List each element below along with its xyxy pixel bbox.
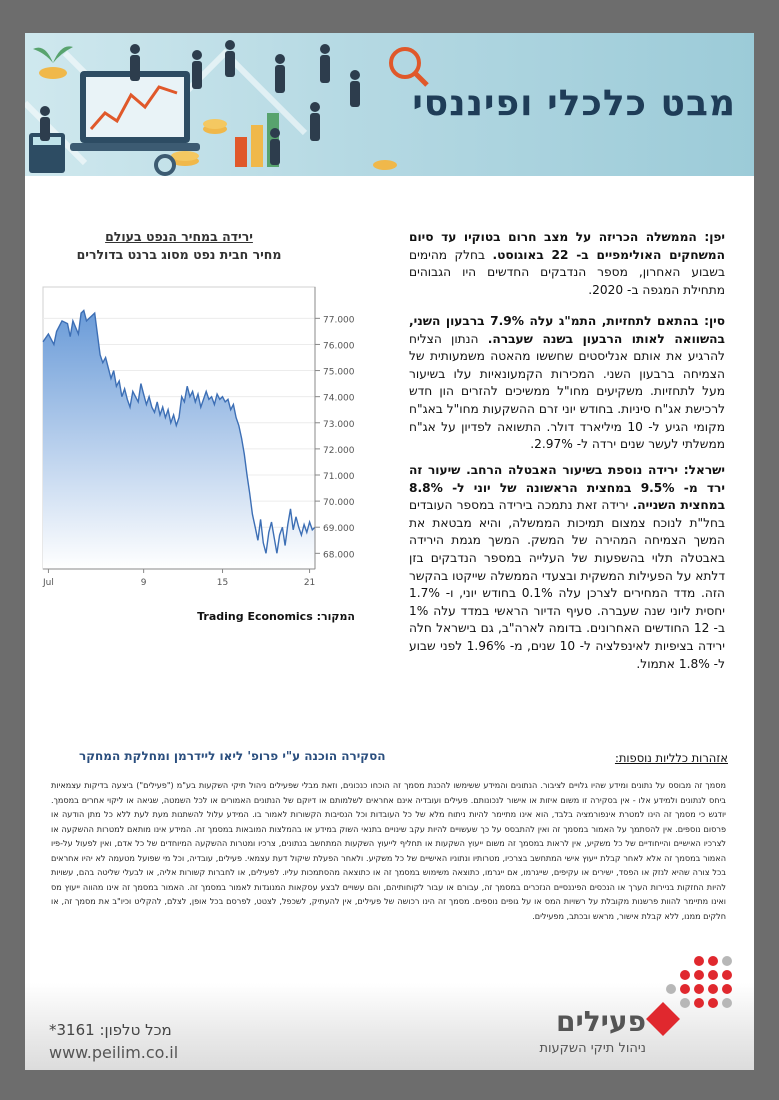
page-title: מבט כלכלי ופיננסי bbox=[412, 83, 736, 124]
x-tick-label: Jul bbox=[43, 578, 54, 588]
china-paragraph bbox=[409, 313, 725, 454]
y-tick-label: 68.000 bbox=[323, 550, 355, 561]
website-link[interactable]: www.peilim.co.il bbox=[49, 1043, 179, 1062]
y-tick-label: 77.000 bbox=[323, 315, 355, 326]
y-tick-label: 72.000 bbox=[323, 445, 355, 456]
brand-name: פעילים bbox=[556, 1005, 646, 1038]
israel-lead: ישראל: ירידה נוספת בשיעור האבטלה הרחב. שיעור זה ירד מ- 9.5% במחצית הראשונה של יוני ל- 8.8% במחצית השנייה. bbox=[409, 463, 725, 513]
y-tick-label: 73.000 bbox=[323, 419, 355, 430]
israel-paragraph bbox=[409, 462, 725, 673]
x-tick-label: 9 bbox=[140, 578, 147, 588]
china-body: הנתון הצליח להרגיע את אותם אנליסטים שחששו מהאטה משמעותית של הצמיחה ברבעון השני. המכירות הקמעונאיות עלו בשיעור מעל לתחזיות. משקיעים מחו"ל ממשיכים להזרים הון חדש לרכישת אג"ח סיניות. בחודש יוני זרם ההשקעות מחו"ל באג"ח מקומי הגיע ל- 10 מיליארד דולר. התשואה לפדיון על אג"ח ממשלתי לעשר שנים ירדה ל- 2.97%. bbox=[409, 331, 725, 452]
x-tick-label: 21 bbox=[303, 578, 316, 588]
y-tick-label: 69.000 bbox=[323, 524, 355, 535]
y-tick-label: 71.000 bbox=[323, 472, 355, 482]
chart-title: ירידה במחיר הנפט בעולם bbox=[105, 229, 253, 244]
japan-body: בחלק מהימים בשבוע האחרון, מספר הנדבקים החדשים היו הגבוהים מתחילת המגפה ב- 2020. bbox=[409, 247, 725, 297]
report-page bbox=[25, 33, 754, 1070]
japan-paragraph bbox=[409, 229, 725, 299]
y-tick-label: 76.000 bbox=[323, 341, 355, 352]
research-credit: הסקירה הוכנה ע"י פרופ' ליאו ליידרמן ומחלקת המחקר bbox=[79, 749, 386, 763]
brand-diamond-icon bbox=[645, 1001, 681, 1037]
china-lead: סין: בהתאם לתחזיות, התמ"ג עלה 7.9% ברבעון השני, בהשוואה לאותו הרבעון בשנה שעברה. bbox=[409, 314, 725, 346]
footer bbox=[25, 983, 754, 1070]
legal-disclaimer: מסמך זה מבוסס על נתונים ומידע שהיו גלויים לציבור. הנתונים והמידע ששימשו להכנת מסמך זה הוכחו כנכונים, וזאת מבלי שפעילים ניהול תיקי השקעות בע"מ ("פעילים") ביצעה בדיקות עצמאיות ביחס לנתונים ולמידע אלו - אין בסקירה זו משום איזות או אישור לנכונותם. פעילים ועובדיה אינם אחראים לשלמותם או דיוקם של הנתונים האמורים או לכל השמטה, שגיאה או ליקוי אחרים במסמך. יודגש כי מסמך זה הינו למטרת אינפורמציה בלבד, הוא אינו מתיימר להיות ניתוח מלא של כל העובדות וכל הנסיבות הקשורות לאמור בו. המידע עלול להשתנות מעת לעת ללא כל מתן הודעה או פרסום נוספים. אין להסתמך על האמור במסמך זה ואין להתבסס על כך שעשויים להיות עקב שינויים בתנאי השוק במידע או בהמלצות המובאות במסמך זה. המידע אינו מותאם למטרות ההשקעה או לצרכיו האישיים והייחודיים של כל משקיע, אין לראות במסמך זה משום ייעוץ השקעות או תחליף לייעוץ השקעות המתחשב בנתונים, צרכיו ומטרות ההשקעה המיוחדים של כל אדם, ואין לפעול על-פיו האמור במסמך זה אלא לאחר קבלת ייעוץ אישי המתחשב בצרכיו, מטרותיו ונתוניו האישיים של כל משקיע. ולאחר הפעלת שיקול דעת עצמאי. פעילים, עובדיה, וכל מי שפועל מטעמה לא יהיו אחראים בכל צורה שהיא לנזק או הפסד, ישירים או עקיפים, שייגרמו, אם ייגרמו, כתוצאה משימוש במסמך זה או כתוצאה מהסתמכות עליו. לפעילים, או לחברות קשורות אליה, או לבעלי שליטה בהם, עשויות להיות החזקות בניירות הערך או הנכסים הפיננסיים הנזכרים במסמך זה, עבורם או עבור לקוחותיהם, והם עשויים לבצע עסקאות המנוגדות לאמור במסמך זה. האמור במסמך זה אינו מהווה ייעוץ מס ואינו מתיימר להוות פרשנות מקובלת על רשויות המס או על גופים נוספים. מסמך זה הינו רכושה של פעילים, אין להעתיק, לשכפל, לצטט, לפרסם בכל אופן, לצלם, להקליט וכיו"ב את מסמך זה, או חלקים ממנו, ללא קבלת אישור, מראש ובכתב, מפעילים. bbox=[51, 780, 726, 921]
header-banner bbox=[25, 33, 754, 176]
x-tick-label: 15 bbox=[216, 578, 229, 588]
chart-subtitle: מחיר חבית נפט מסוג ברנט בדולרים bbox=[76, 247, 282, 262]
israel-body: ירידה זאת נתמכה בירידה במספר העובדים בחל"ת לנוכח צמצום תמיכות הממשלה, והיא מבטאת את המשך הצמיחה המהירה של המשק. המשך מגמת הירידה באבטלה תלוי בהשפעות של העלייה במספר הנדבקים בזן דלתא על הפעילות המשקית ובצעדי הממשלה שייקטו בהקשר הזה. מדד המחירים לצרכן עלה 0.1% בחודש יוני, ו- 1.7% יחסית ליוני שנה שעברה. סעיף הדיור הראשי במדד עלה 1% ב- 12 החודשים האחרונים. בדומה לארה"ב, גם בישראל חלה ירידה בציפיות לאינפלציה ל- 10 שנים, מ- 1.96% לפני שבוע ל- 1.8% אתמול. bbox=[409, 498, 726, 671]
phone-number: מכל טלפון: 3161* bbox=[49, 1021, 172, 1039]
brand-tagline: ניהול תיקי השקעות bbox=[539, 1041, 646, 1056]
y-tick-label: 74.000 bbox=[323, 393, 355, 404]
notes-heading: אזהרות כלליות נוספות: bbox=[614, 751, 728, 765]
y-tick-label: 70.000 bbox=[323, 498, 355, 509]
y-tick-label: 75.000 bbox=[323, 367, 355, 378]
brent-oil-chart bbox=[39, 281, 369, 591]
chart-source: המקור: Trading Economics bbox=[197, 610, 355, 623]
japan-lead: יפן: הממשלה הכריזה על מצב חרום בטוקיו עד סיום המשחקים האולימפיים ב- 22 באוגוסט. bbox=[409, 230, 726, 262]
